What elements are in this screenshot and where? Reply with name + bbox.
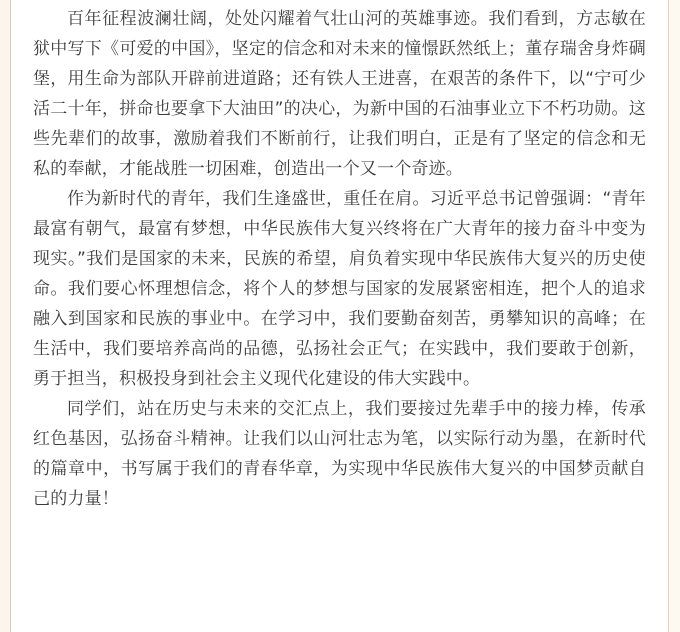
- paragraph-3: 同学们，站在历史与未来的交汇点上，我们要接过先辈手中的接力棒，传承红色基因，弘扬奋斗精神。让我们以山河壮志为笔，以实际行动为墨，在新时代的篇章中，书写属于我们的青春华章，为实现中华民族伟大复兴的中国梦贡献自己的力量！: [33, 399, 646, 509]
- right-margin-gutter: [668, 0, 680, 632]
- paragraph-1: 百年征程波澜壮阔，处处闪耀着气壮山河的英雄事迹。我们看到，方志敏在狱中写下《可爱的中国》，坚定的信念和对未来的憧憬跃然纸上；董存瑞舍身炸碉堡，用生命为部队开辟前进道路；还有铁人王进喜，在艰苦的条件下，以“宁可少活二十年，拼命也要拿下大油田”的决心，为新中国的石油事业立下不朽功勋。这些先辈们的故事，激励着我们不断前行，让我们明白，正是有了坚定的信念和无私的奉献，才能战胜一切困难，创造出一个又一个奇迹。: [33, 9, 646, 179]
- document-content-area: [11, 0, 668, 632]
- document-body: [33, 0, 646, 514]
- paragraph-2: 作为新时代的青年，我们生逢盛世，重任在肩。习近平总书记曾强调：“青年最富有朝气，最富有梦想，中华民族伟大复兴终将在广大青年的接力奋斗中变为现实。”我们是国家的未来，民族的希望，肩负着实现中华民族伟大复兴的历史使命。我们要心怀理想信念，将个人的梦想与国家的发展紧密相连，把个人的追求融入到国家和民族的事业中。在学习中，我们要勤奋刻苦，勇攀知识的高峰；在生活中，我们要培养高尚的品德，弘扬社会正气；在实践中，我们要敢于创新，勇于担当，积极投身到社会主义现代化建设的伟大实践中。: [33, 189, 646, 389]
- left-margin-gutter: [0, 0, 11, 632]
